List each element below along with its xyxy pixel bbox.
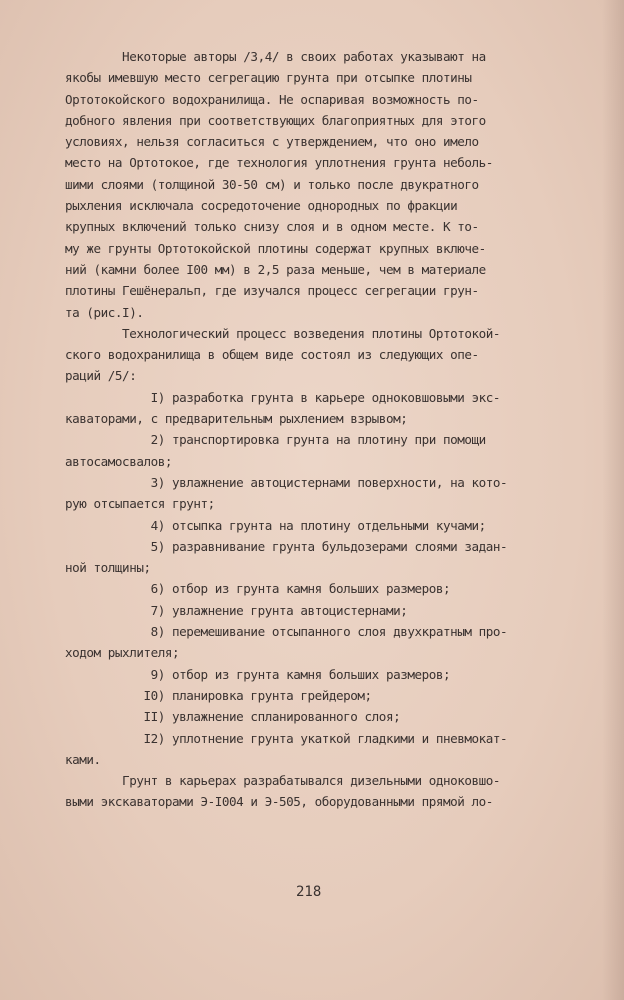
list-item-line: I2) уплотнение грунта укаткой гладкими и пневмокат- bbox=[65, 730, 508, 746]
text-line: крупных включений только снизу слоя и в одном месте. К то- bbox=[65, 219, 479, 235]
list-item-line: 4) отсыпка грунта на плотину отдельными кучами; bbox=[65, 517, 486, 533]
list-item-line: 6) отбор из грунта камня больших размеров; bbox=[65, 581, 451, 597]
text-line: шими слоями (толщиной 30-50 см) и только после двукратного bbox=[65, 176, 479, 192]
text-line: Технологический процесс возведения плотины Ортотокой- bbox=[65, 325, 501, 341]
list-item-line: I) разработка грунта в карьере одноковшовыми экс- bbox=[65, 389, 501, 405]
text-line: ского водохранилища в общем виде состоял из следующих опе- bbox=[65, 347, 479, 363]
text-line: выми экскаваторами Э-I004 и Э-505, оборудованными прямой ло- bbox=[65, 794, 493, 810]
list-item-line: 7) увлажнение грунта автоцистернами; bbox=[65, 602, 408, 618]
text-line: та (рис.I). bbox=[65, 304, 144, 320]
page-number: 218 bbox=[296, 884, 322, 900]
text-line: му же грунты Ортотокойской плотины содержат крупных включе- bbox=[65, 240, 486, 256]
list-item-line: ходом рыхлителя; bbox=[65, 645, 180, 661]
text-line: Грунт в карьерах разрабатывался дизельными одноковшо- bbox=[65, 773, 501, 789]
text-line: добного явления при соответствующих благоприятных для этого bbox=[65, 112, 486, 128]
list-item-line: 9) отбор из грунта камня больших размеров; bbox=[65, 666, 451, 682]
text-line: рыхления исключала сосредоточение однородных по фракции bbox=[65, 198, 458, 214]
text-line: плотины Гешёнеральп, где изучался процесс сегрегации грун- bbox=[65, 283, 479, 299]
body-text bbox=[65, 46, 585, 813]
list-item-line: ками. bbox=[65, 751, 101, 767]
list-item-line: ной толщины; bbox=[65, 560, 151, 576]
text-line: ний (камни более I00 мм) в 2,5 раза меньше, чем в материале bbox=[65, 261, 486, 277]
list-item-line: 2) транспортировка грунта на плотину при помощи bbox=[65, 432, 486, 448]
text-line: раций /5/: bbox=[65, 368, 137, 384]
text-line: якобы имевшую место сегрегацию грунта при отсыпке плотины bbox=[65, 70, 472, 86]
list-item-line: 8) перемешивание отсыпанного слоя двухкратным про- bbox=[65, 624, 508, 640]
list-item-line: 3) увлажнение автоцистернами поверхности, на кото- bbox=[65, 474, 508, 490]
text-line: условиях, нельзя согласиться с утверждением, что оно имело bbox=[65, 134, 479, 150]
list-item-line: каваторами, с предварительным рыхлением взрывом; bbox=[65, 411, 408, 427]
list-item-line: 5) разравнивание грунта бульдозерами слоями задан- bbox=[65, 538, 508, 554]
list-item-line: рую отсыпается грунт; bbox=[65, 496, 215, 512]
text-line: место на Ортотокое, где технология уплотнения грунта неболь- bbox=[65, 155, 493, 171]
list-item-line: II) увлажнение спланированного слоя; bbox=[65, 709, 401, 725]
text-line: Ортотокойского водохранилища. Не оспаривая возможность по- bbox=[65, 91, 479, 107]
text-line: Некоторые авторы /3,4/ в своих работах указывают на bbox=[65, 49, 486, 64]
list-item-line: автосамосвалов; bbox=[65, 453, 172, 469]
list-item-line: I0) планировка грунта грейдером; bbox=[65, 687, 372, 703]
